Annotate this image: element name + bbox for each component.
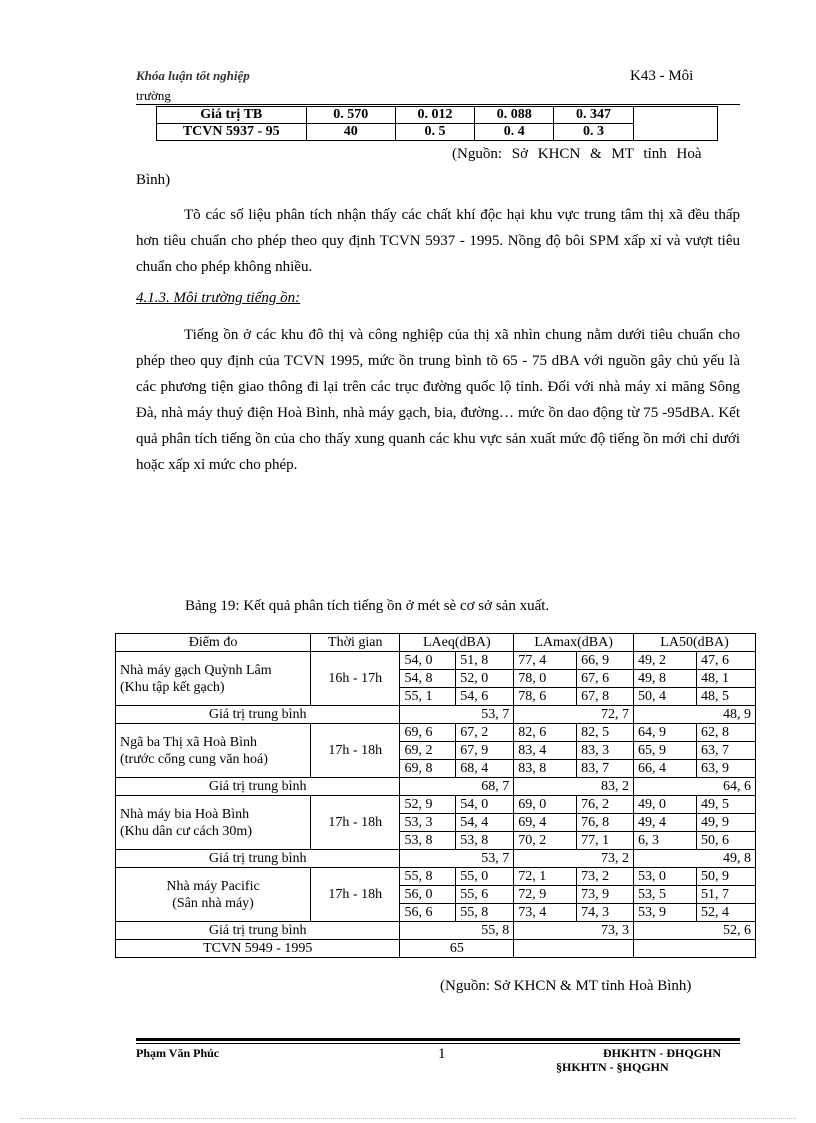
page-number: 1 — [438, 1046, 446, 1062]
value-cell: 49, 5 — [697, 796, 756, 814]
value-cell: 66, 4 — [634, 760, 697, 778]
average-value: 68, 7 — [400, 778, 514, 796]
value-cell: 53, 8 — [456, 832, 514, 850]
value-cell: 67, 6 — [577, 670, 634, 688]
value-cell: 82, 5 — [577, 724, 634, 742]
value-cell: 69, 2 — [400, 742, 456, 760]
average-value: 72, 7 — [514, 706, 634, 724]
value-cell: 72, 9 — [514, 886, 577, 904]
header-left-cont: trường — [136, 88, 171, 103]
footer-institution-alt: §HKHTN - §HQGHN — [556, 1060, 669, 1074]
value-cell: 54, 4 — [456, 814, 514, 832]
time-cell: 16h - 17h — [311, 652, 400, 706]
average-value: 52, 6 — [634, 922, 756, 940]
noise-table — [115, 633, 756, 958]
value-cell: 48, 5 — [697, 688, 756, 706]
summary-table — [156, 106, 718, 141]
column-header: LA50(dBA) — [634, 634, 756, 652]
header-left: Khóa luận tốt nghiệp — [136, 68, 250, 83]
value-cell: 51, 7 — [697, 886, 756, 904]
value-cell: 55, 8 — [400, 868, 456, 886]
average-value: 73, 3 — [514, 922, 634, 940]
value-cell: 50, 6 — [697, 832, 756, 850]
value-cell: 6, 3 — [634, 832, 697, 850]
value-cell: 72, 1 — [514, 868, 577, 886]
location-cell — [116, 796, 311, 850]
time-cell: 17h - 18h — [311, 868, 400, 922]
value-cell: 65, 9 — [634, 742, 697, 760]
source-note: (Nguồn: Sở KHCN & MT tỉnh Hoà — [452, 146, 702, 162]
header-right: K43 - Môi — [630, 68, 694, 84]
value-cell: 53, 5 — [634, 886, 697, 904]
table-cell: 0. 012 — [395, 107, 474, 124]
time-cell: 17h - 18h — [311, 796, 400, 850]
average-value: 49, 8 — [634, 850, 756, 868]
standard-empty — [634, 940, 756, 958]
average-value: 53, 7 — [400, 850, 514, 868]
value-cell: 49, 4 — [634, 814, 697, 832]
value-cell: 76, 8 — [577, 814, 634, 832]
value-cell: 70, 2 — [514, 832, 577, 850]
table-header-row — [116, 634, 756, 652]
value-cell: 50, 9 — [697, 868, 756, 886]
value-cell: 47, 6 — [697, 652, 756, 670]
value-cell: 66, 9 — [577, 652, 634, 670]
footer-divider — [136, 1043, 740, 1044]
value-cell: 76, 2 — [577, 796, 634, 814]
value-cell: 78, 0 — [514, 670, 577, 688]
value-cell: 49, 0 — [634, 796, 697, 814]
value-cell: 69, 8 — [400, 760, 456, 778]
table-cell: 0. 347 — [554, 107, 633, 124]
footer-institution: ĐHKHTN - ĐHQGHN — [603, 1046, 722, 1060]
header-divider — [136, 104, 740, 105]
table-row — [116, 724, 756, 742]
value-cell: 68, 4 — [456, 760, 514, 778]
average-label: Giá trị trung bình — [116, 922, 400, 940]
time-cell: 17h - 18h — [311, 724, 400, 778]
column-header: Thời gian — [311, 634, 400, 652]
value-cell: 69, 4 — [514, 814, 577, 832]
average-row — [116, 778, 756, 796]
value-cell: 54, 0 — [400, 652, 456, 670]
table-cell: 0. 3 — [554, 124, 633, 141]
footer-author: Phạm Văn Phúc — [136, 1046, 220, 1060]
average-label: Giá trị trung bình — [116, 706, 400, 724]
standard-row — [116, 940, 756, 958]
average-value: 83, 2 — [514, 778, 634, 796]
value-cell: 51, 8 — [456, 652, 514, 670]
value-cell: 77, 1 — [577, 832, 634, 850]
value-cell: 83, 4 — [514, 742, 577, 760]
column-header: LAeq(dBA) — [400, 634, 514, 652]
value-cell: 69, 0 — [514, 796, 577, 814]
table-row — [116, 796, 756, 814]
table-cell: 0. 570 — [306, 107, 395, 124]
value-cell: 53, 9 — [634, 904, 697, 922]
location-name: Nhà máy Pacific — [166, 878, 260, 894]
value-cell: 49, 8 — [634, 670, 697, 688]
average-label: Giá trị trung bình — [116, 778, 400, 796]
value-cell: 54, 8 — [400, 670, 456, 688]
value-cell: 56, 6 — [400, 904, 456, 922]
average-label: Giá trị trung bình — [116, 850, 400, 868]
location-detail: (trước cổng cung văn hoá) — [120, 751, 268, 767]
value-cell: 67, 9 — [456, 742, 514, 760]
value-cell: 78, 6 — [514, 688, 577, 706]
value-cell: 62, 8 — [697, 724, 756, 742]
value-cell: 82, 6 — [514, 724, 577, 742]
location-cell — [116, 652, 311, 706]
value-cell: 67, 8 — [577, 688, 634, 706]
value-cell: 49, 9 — [697, 814, 756, 832]
value-cell: 64, 9 — [634, 724, 697, 742]
table-row — [157, 107, 718, 124]
value-cell: 55, 1 — [400, 688, 456, 706]
table-cell — [633, 107, 717, 141]
value-cell: 73, 4 — [514, 904, 577, 922]
table-cell: 0. 5 — [395, 124, 474, 141]
location-name: Nhà máy bia Hoà Bình — [120, 806, 250, 822]
column-header: LAmax(dBA) — [514, 634, 634, 652]
table-row — [116, 868, 756, 886]
value-cell: 49, 2 — [634, 652, 697, 670]
table-cell: TCVN 5937 - 95 — [157, 124, 307, 141]
footer-divider — [136, 1038, 740, 1041]
average-row — [116, 922, 756, 940]
value-cell: 55, 0 — [456, 868, 514, 886]
value-cell: 77, 4 — [514, 652, 577, 670]
average-row — [116, 706, 756, 724]
value-cell: 56, 0 — [400, 886, 456, 904]
paragraph: Tõ các số liệu phân tích nhận thấy các chất khí độc hại khu vực trung tâm thị xã đều thấp hơn tiêu chuẩn cho phép theo quy định TCVN 5937 - 1995. Nồng độ bôi SPM xấp xỉ và vượt tiêu chuẩn cho phép không nhiều. — [136, 207, 740, 275]
table-cell: Giá trị TB — [157, 107, 307, 124]
value-cell: 83, 3 — [577, 742, 634, 760]
table-cell: 40 — [306, 124, 395, 141]
value-cell: 55, 8 — [456, 904, 514, 922]
location-name: Ngã ba Thị xã Hoà Bình — [120, 734, 257, 750]
value-cell: 48, 1 — [697, 670, 756, 688]
average-value: 53, 7 — [400, 706, 514, 724]
paragraph: Tiếng ồn ở các khu đô thị và công nghiệp của thị xã nhìn chung nằm dưới tiêu chuẩn cho phép theo quy định của TCVN 1995, mức ồn trung bình tõ 65 - 75 dBA với nguồn gây chủ yếu là các phương tiện giao thông đi lại trên các trục đường quốc lộ tỉnh. Đối với nhà máy xi măng Sông Đà, nhà máy thuỷ điện Hoà Bình, nhà máy gạch, bia, đường… mức ồn dao động từ 75 -95dBA. Kết quả phân tích tiếng ồn của cho thấy xung quanh các khu vực sản xuất mức độ tiếng ồn mới chỉ dưới hoặc xấp xỉ mức cho phép. — [136, 327, 740, 473]
standard-value: 65 — [400, 940, 514, 958]
value-cell: 54, 0 — [456, 796, 514, 814]
value-cell: 53, 3 — [400, 814, 456, 832]
standard-label: TCVN 5949 - 1995 — [116, 940, 400, 958]
page-edge — [20, 1118, 796, 1119]
average-value: 55, 8 — [400, 922, 514, 940]
value-cell: 83, 7 — [577, 760, 634, 778]
average-value: 64, 6 — [634, 778, 756, 796]
table-cell: 0. 088 — [475, 107, 554, 124]
value-cell: 52, 0 — [456, 670, 514, 688]
location-detail: (Khu tập kết gạch) — [120, 679, 225, 695]
table-caption: Bảng 19: Kết quả phân tích tiếng ồn ở mét sè cơ sở sản xuất. — [185, 598, 550, 614]
value-cell: 69, 6 — [400, 724, 456, 742]
column-header: Điểm đo — [116, 634, 311, 652]
value-cell: 53, 0 — [634, 868, 697, 886]
location-detail: (Khu dân cư cách 30m) — [120, 823, 252, 839]
average-row — [116, 850, 756, 868]
value-cell: 52, 4 — [697, 904, 756, 922]
value-cell: 54, 6 — [456, 688, 514, 706]
location-name: Nhà máy gạch Quỳnh Lâm — [120, 662, 272, 678]
value-cell: 67, 2 — [456, 724, 514, 742]
value-cell: 83, 8 — [514, 760, 577, 778]
location-cell — [116, 868, 311, 922]
value-cell: 53, 8 — [400, 832, 456, 850]
value-cell: 52, 9 — [400, 796, 456, 814]
value-cell: 55, 6 — [456, 886, 514, 904]
value-cell: 50, 4 — [634, 688, 697, 706]
location-detail: (Sân nhà máy) — [172, 895, 254, 911]
value-cell: 74, 3 — [577, 904, 634, 922]
location-cell — [116, 724, 311, 778]
table-cell: 0. 4 — [475, 124, 554, 141]
value-cell: 63, 7 — [697, 742, 756, 760]
standard-empty — [514, 940, 634, 958]
source-note-cont: Bình) — [136, 172, 171, 188]
average-value: 48, 9 — [634, 706, 756, 724]
value-cell: 73, 9 — [577, 886, 634, 904]
source-note: (Nguồn: Sở KHCN & MT tỉnh Hoà Bình) — [440, 978, 692, 994]
value-cell: 73, 2 — [577, 868, 634, 886]
table-row — [116, 652, 756, 670]
section-heading: 4.1.3. Môi trường tiếng ồn: — [136, 290, 301, 306]
average-value: 73, 2 — [514, 850, 634, 868]
value-cell: 63, 9 — [697, 760, 756, 778]
